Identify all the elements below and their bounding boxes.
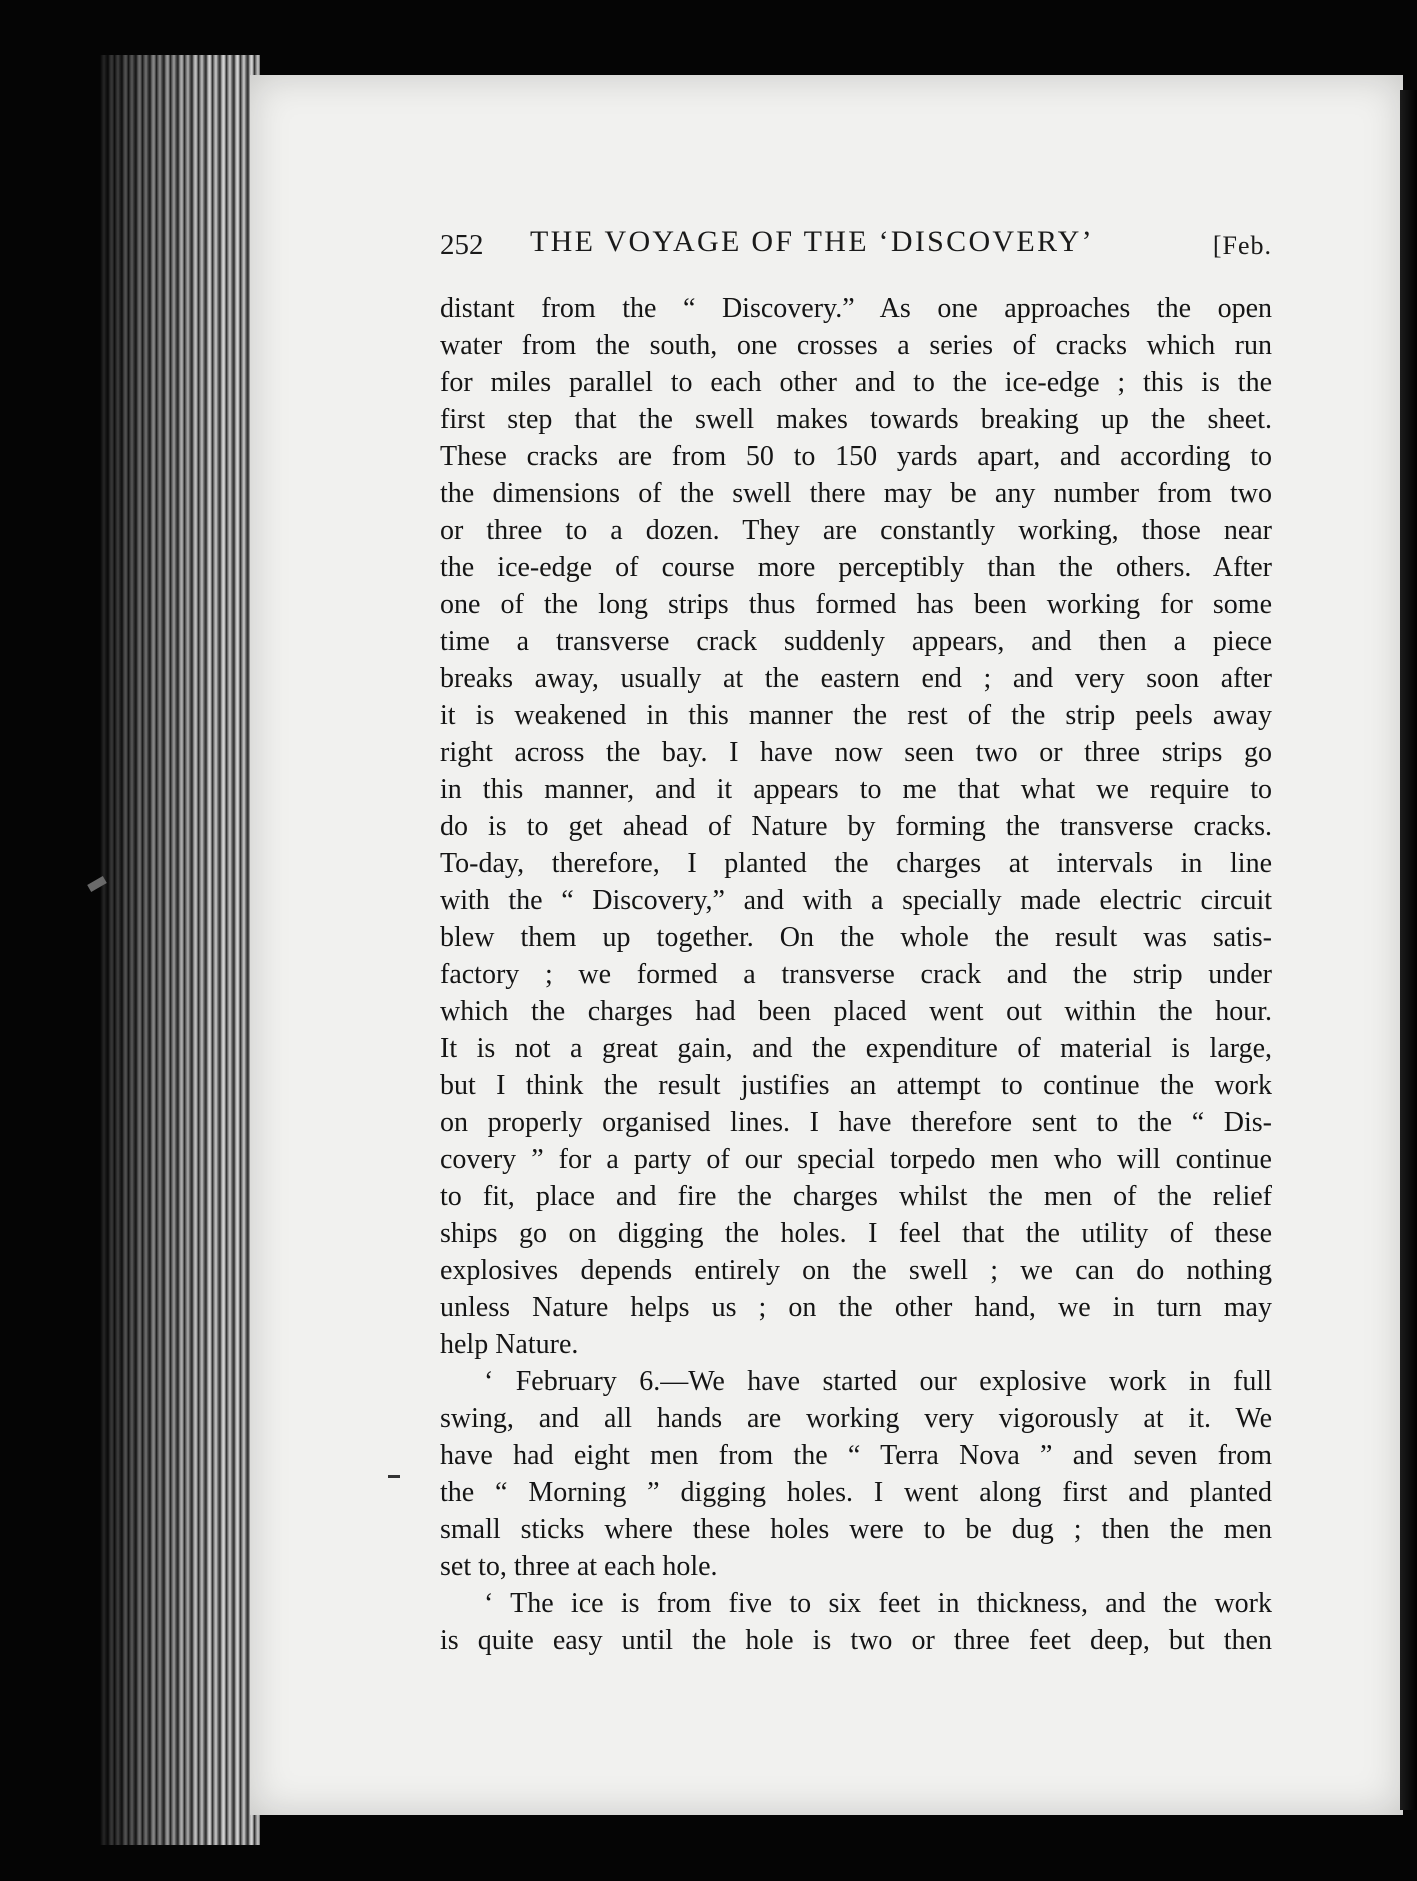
page-number: 252 [440, 229, 484, 261]
text-line: ‘ February 6.—We have started our explosive work in full [484, 1366, 1272, 1397]
text-line: distant from the “ Discovery.” As one approaches the open [440, 293, 1272, 324]
text-line: time a transverse crack suddenly appears, and then a piece [440, 626, 1272, 657]
text-line: have had eight men from the “ Terra Nova ” and seven from [440, 1440, 1272, 1471]
text-line: set to, three at each hole. [440, 1551, 718, 1582]
text-line: covery ” for a party of our special torpedo men who will continue [440, 1144, 1272, 1175]
text-line: ships go on digging the holes. I feel that the utility of these [440, 1218, 1272, 1249]
running-title: THE VOYAGE OF THE ‘DISCOVERY’ [530, 225, 1094, 258]
text-line: factory ; we formed a transverse crack and the strip under [440, 959, 1272, 990]
text-line: ‘ The ice is from five to six feet in thickness, and the work [484, 1588, 1272, 1619]
text-line: To-day, therefore, I planted the charges at intervals in line [440, 848, 1272, 879]
text-line: but I think the result justifies an attempt to continue the work [440, 1070, 1272, 1101]
text-line: small sticks where these holes were to be dug ; then the men [440, 1514, 1272, 1545]
text-line: breaks away, usually at the eastern end ; and very soon after [440, 663, 1272, 694]
text-line: water from the south, one crosses a series of cracks which run [440, 330, 1272, 361]
text-line: the “ Morning ” digging holes. I went along first and planted [440, 1477, 1272, 1508]
margin-dash [388, 1475, 400, 1478]
text-line: is quite easy until the hole is two or three feet deep, but then [440, 1625, 1272, 1656]
text-line: unless Nature helps us ; on the other hand, we in turn may [440, 1292, 1272, 1323]
text-line: explosives depends entirely on the swell ; we can do nothing [440, 1255, 1272, 1286]
text-line: it is weakened in this manner the rest of the strip peels away [440, 700, 1272, 731]
text-line: the ice-edge of course more perceptibly than the others. After [440, 552, 1272, 583]
text-line: one of the long strips thus formed has been working for some [440, 589, 1272, 620]
month-marker: [Feb. [1212, 231, 1272, 260]
text-line: which the charges had been placed went out within the hour. [440, 996, 1272, 1027]
text-line: help Nature. [440, 1329, 579, 1360]
text-line: on properly organised lines. I have therefore sent to the “ Dis- [440, 1107, 1272, 1138]
text-line: do is to get ahead of Nature by forming the transverse cracks. [440, 811, 1272, 842]
text-line: with the “ Discovery,” and with a specially made electric circuit [440, 885, 1272, 916]
text-line: first step that the swell makes towards breaking up the sheet. [440, 404, 1272, 435]
page-right-edge [1400, 90, 1417, 1810]
body-text [440, 290, 1272, 1659]
text-line: in this manner, and it appears to me that what we require to [440, 774, 1272, 805]
text-line: right across the bay. I have now seen two or three strips go [440, 737, 1272, 768]
text-line: It is not a great gain, and the expenditure of material is large, [440, 1033, 1272, 1064]
text-line: for miles parallel to each other and to the ice-edge ; this is the [440, 367, 1272, 398]
text-line: the dimensions of the swell there may be any number from two [440, 478, 1272, 509]
text-line: or three to a dozen. They are constantly working, those near [440, 515, 1272, 546]
text-line: swing, and all hands are working very vigorously at it. We [440, 1403, 1272, 1434]
running-header [440, 225, 1272, 269]
page-edges-shadow [100, 55, 260, 1845]
text-line: to fit, place and fire the charges whilst the men of the relief [440, 1181, 1272, 1212]
text-line: These cracks are from 50 to 150 yards apart, and according to [440, 441, 1272, 472]
text-line: blew them up together. On the whole the result was satis- [440, 922, 1272, 953]
